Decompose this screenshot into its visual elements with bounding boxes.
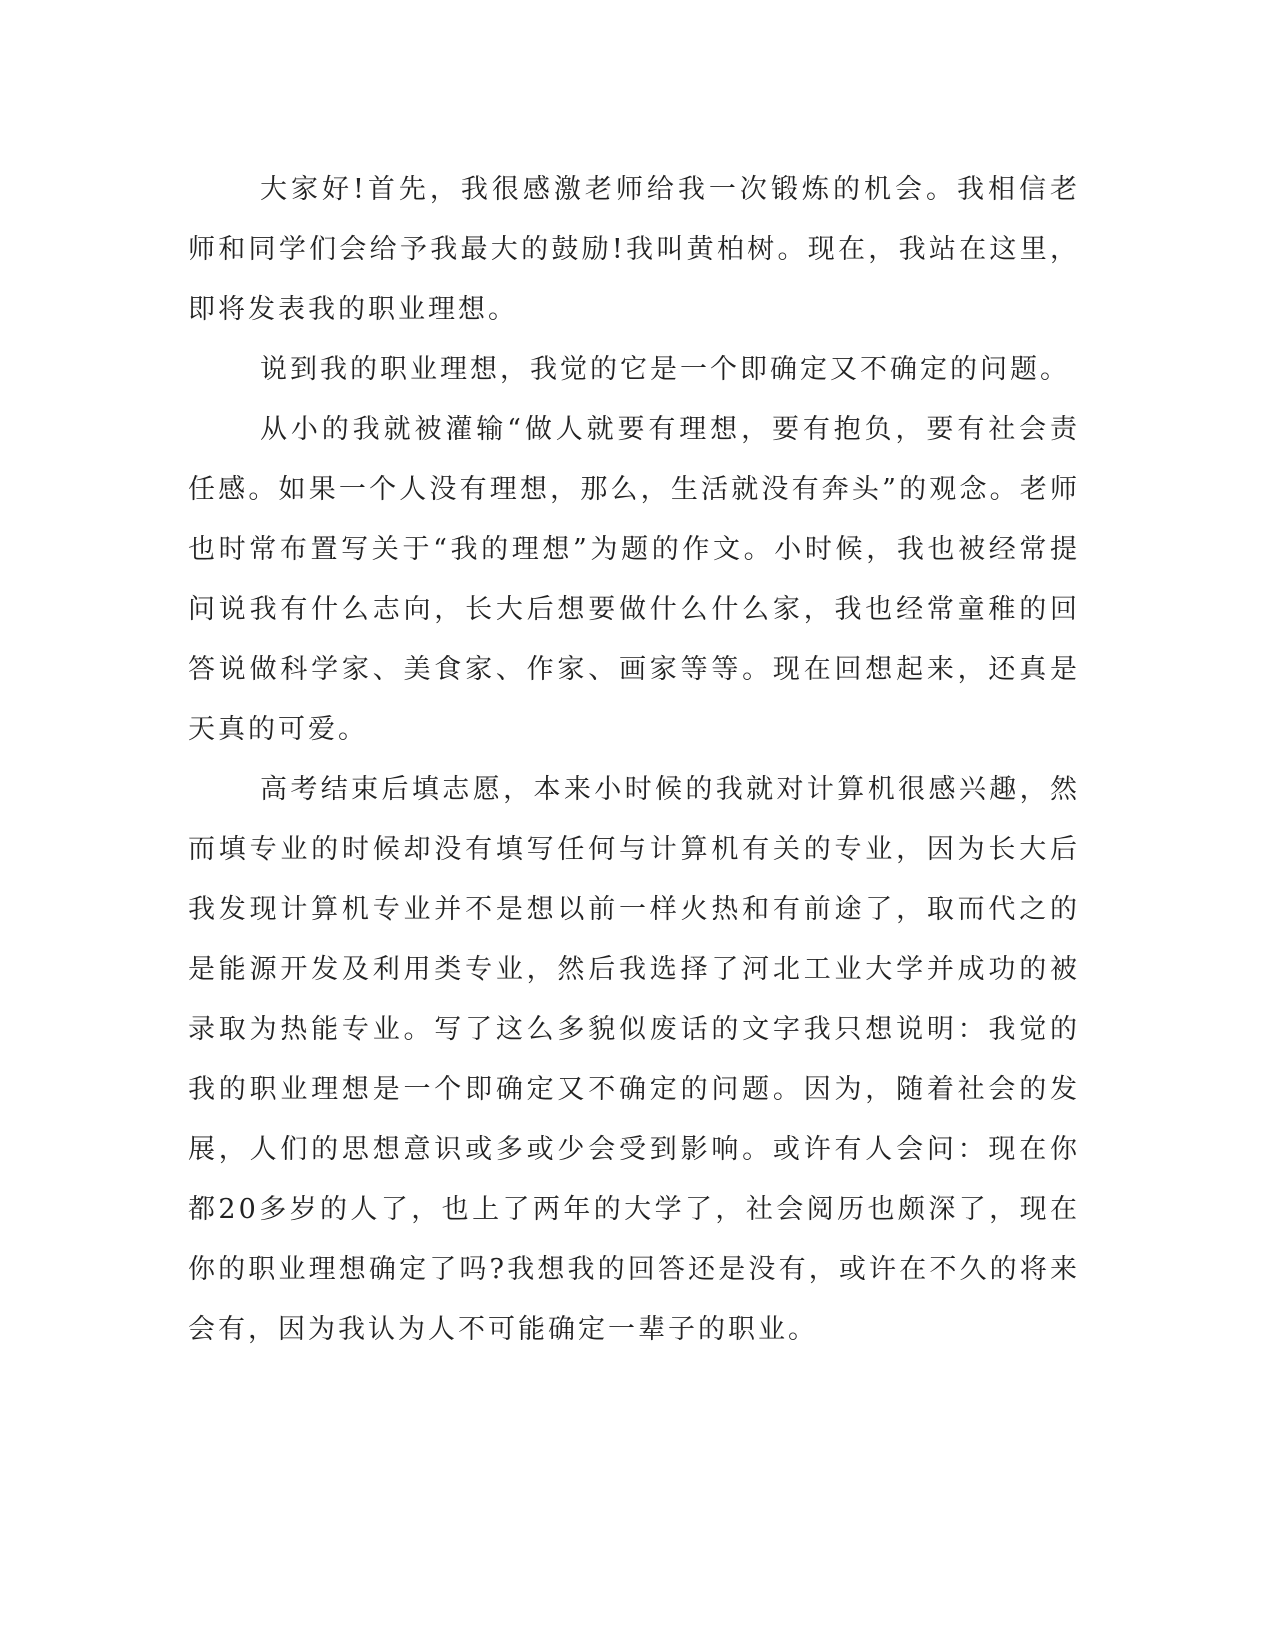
document-body xyxy=(188,160,1080,1360)
paragraph-college: 高考结束后填志愿，本来小时候的我就对计算机很感兴趣，然而填专业的时候却没有填写任何与计算机有关的专业，因为长大后我发现计算机专业并不是想以前一样火热和有前途了，取而代之的是能源开发及利用类专业，然后我选择了河北工业大学并成功的被录取为热能专业。写了这么多貌似废话的文字我只想说明：我觉的我的职业理想是一个即确定又不确定的问题。因为，随着社会的发展，人们的思想意识或多或少会受到影响。或许有人会问：现在你都20多岁的人了，也上了两年的大学了，社会阅历也颇深了，现在你的职业理想确定了吗?我想我的回答还是没有，或许在不久的将来会有，因为我认为人不可能确定一辈子的职业。 xyxy=(188,774,1080,1345)
paragraph-childhood: 从小的我就被灌输“做人就要有理想，要有抱负，要有社会责任感。如果一个人没有理想，那么，生活就没有奔头”的观念。老师也时常布置写关于“我的理想”为题的作文。小时候，我也被经常提问说我有什么志向，长大后想要做什么什么家，我也经常童稚的回答说做科学家、美食家、作家、画家等等。现在回想起来，还真是天真的可爱。 xyxy=(188,414,1080,745)
paragraph-greeting: 大家好!首先，我很感激老师给我一次锻炼的机会。我相信老师和同学们会给予我最大的鼓励!我叫黄柏树。现在，我站在这里，即将发表我的职业理想。 xyxy=(188,174,1080,325)
paragraph-topic: 说到我的职业理想，我觉的它是一个即确定又不确定的问题。 xyxy=(260,354,1070,385)
